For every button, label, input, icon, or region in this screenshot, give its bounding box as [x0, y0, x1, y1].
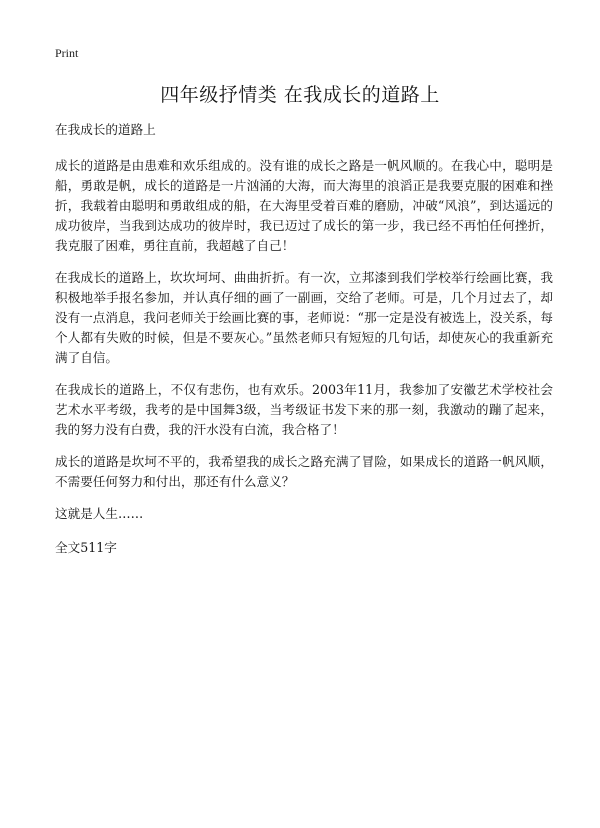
paragraph-2: 在我成长的道路上，坎坎坷坷、曲曲折折。有一次，立邦漆到我们学校举行绘画比赛，我积极地举手报名参加，并认真仔细的画了一副画，交给了老师。可是，几个月过去了，却没有一点消息，我问老师关于绘画比赛的事，老师说：“那一定是没有被选上，没关系，每个人都有失败的时候，但是不要灰心。”虽然老师只有短短的几句话，却使灰心的我重新充满了自信。: [55, 270, 553, 365]
print-link[interactable]: Print: [55, 46, 79, 60]
article-body: [55, 120, 553, 572]
closing-line: 这就是人生……: [55, 506, 144, 521]
article-subtitle: 在我成长的道路上: [55, 122, 156, 137]
word-count: 全文511字: [55, 540, 117, 555]
paragraph-1: 成长的道路是由患难和欢乐组成的。没有谁的成长之路是一帆风顺的。在我心中，聪明是船，勇敢是帆，成长的道路是一片汹涌的大海，而大海里的浪滔正是我要克服的困难和挫折，我载着由聪明和勇敢组成的船，在大海里受着百难的磨励，冲破“风浪”，到达遥远的成功彼岸，当我到达成功的彼岸时，我已迈过了成长的第一步，我已经不再怕任何挫折，我克服了困难，勇往直前，我超越了自己！: [55, 158, 553, 253]
page-title: 四年级抒情类 在我成长的道路上: [160, 84, 440, 106]
paragraph-3: 在我成长的道路上，不仅有悲伤，也有欢乐。2003年11月，我参加了安徽艺术学校社会艺术水平考级，我考的是中国舞3级，当考级证书发下来的那一刻，我激动的蹦了起来，我的努力没有白费，我的汗水没有白流，我合格了！: [55, 382, 553, 437]
paragraph-4: 成长的道路是坎坷不平的，我希望我的成长之路充满了冒险，如果成长的道路一帆风顺，不需要任何努力和付出，那还有什么意义？: [55, 454, 553, 489]
